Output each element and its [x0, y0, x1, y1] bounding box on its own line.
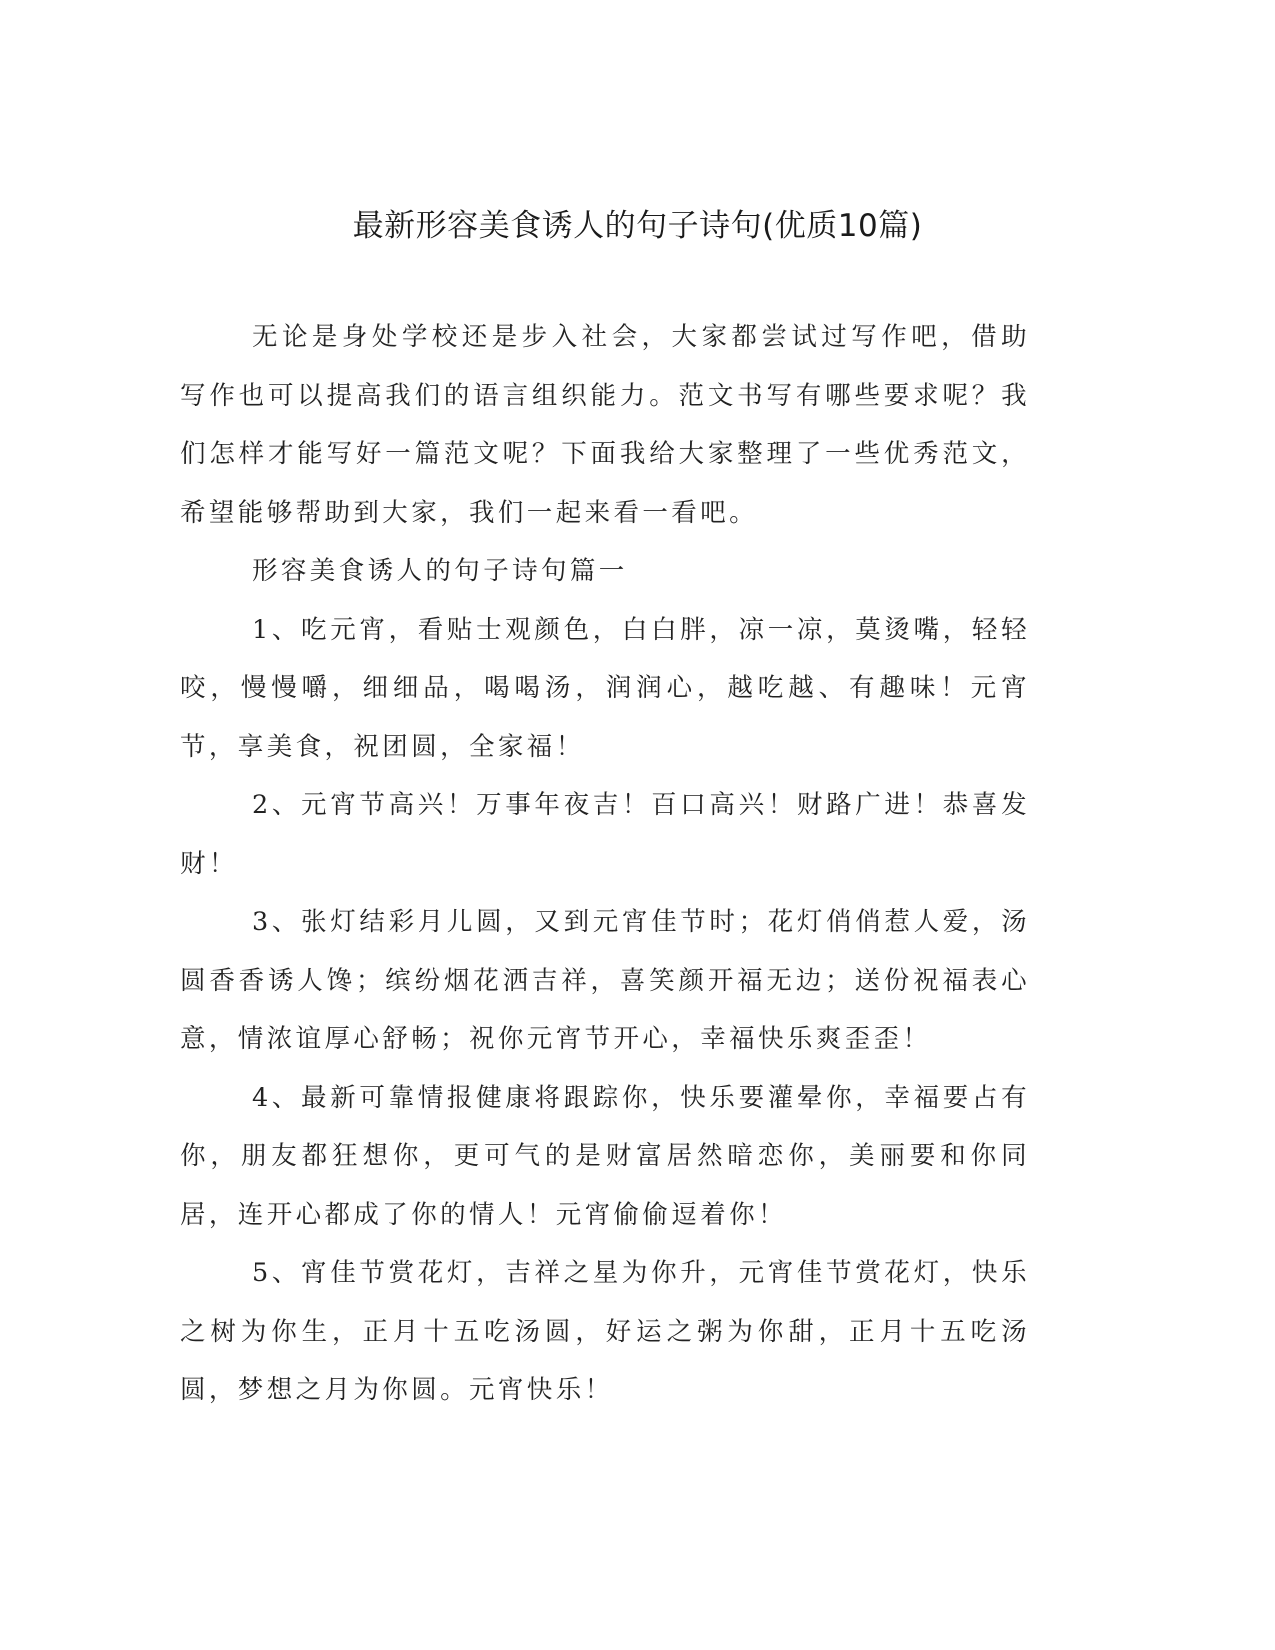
intro-paragraph: 无论是身处学校还是步入社会，大家都尝试过写作吧，借助写作也可以提高我们的语言组织能力。范文书写有哪些要求呢？我们怎样才能写好一篇范文呢？下面我给大家整理了一些优秀范文，希望能够帮助到大家，我们一起来看一看吧。: [180, 322, 1030, 528]
section-heading: 形容美食诱人的句子诗句篇一: [252, 556, 628, 586]
document-body: [180, 308, 1030, 1420]
item-paragraph-3: 3、张灯结彩月儿圆，又到元宵佳节时；花灯俏俏惹人爱，汤圆香香诱人馋；缤纷烟花洒吉祥，喜笑颜开福无边；送份祝福表心意，情浓谊厚心舒畅；祝你元宵节开心，幸福快乐爽歪歪！: [180, 907, 1030, 1054]
item-paragraph-1: 1、吃元宵，看贴士观颜色，白白胖，凉一凉，莫烫嘴，轻轻咬，慢慢嚼，细细品，喝喝汤，润润心，越吃越、有趣味！元宵节，享美食，祝团圆，全家福！: [180, 614, 1030, 762]
item-paragraph-5: 5、宵佳节赏花灯，吉祥之星为你升，元宵佳节赏花灯，快乐之树为你生，正月十五吃汤圆，好运之粥为你甜，正月十五吃汤圆，梦想之月为你圆。元宵快乐！: [180, 1258, 1030, 1405]
item-paragraph-2: 2、元宵节高兴！万事年夜吉！百口高兴！财路广进！恭喜发财！: [180, 790, 1030, 879]
document-title: 最新形容美食诱人的句子诗句(优质10篇): [352, 208, 923, 244]
item-paragraph-4: 4、最新可靠情报健康将跟踪你，快乐要灌晕你，幸福要占有你，朋友都狂想你，更可气的是财富居然暗恋你，美丽要和你同居，连开心都成了你的情人！元宵偷偷逗着你！: [180, 1082, 1030, 1230]
